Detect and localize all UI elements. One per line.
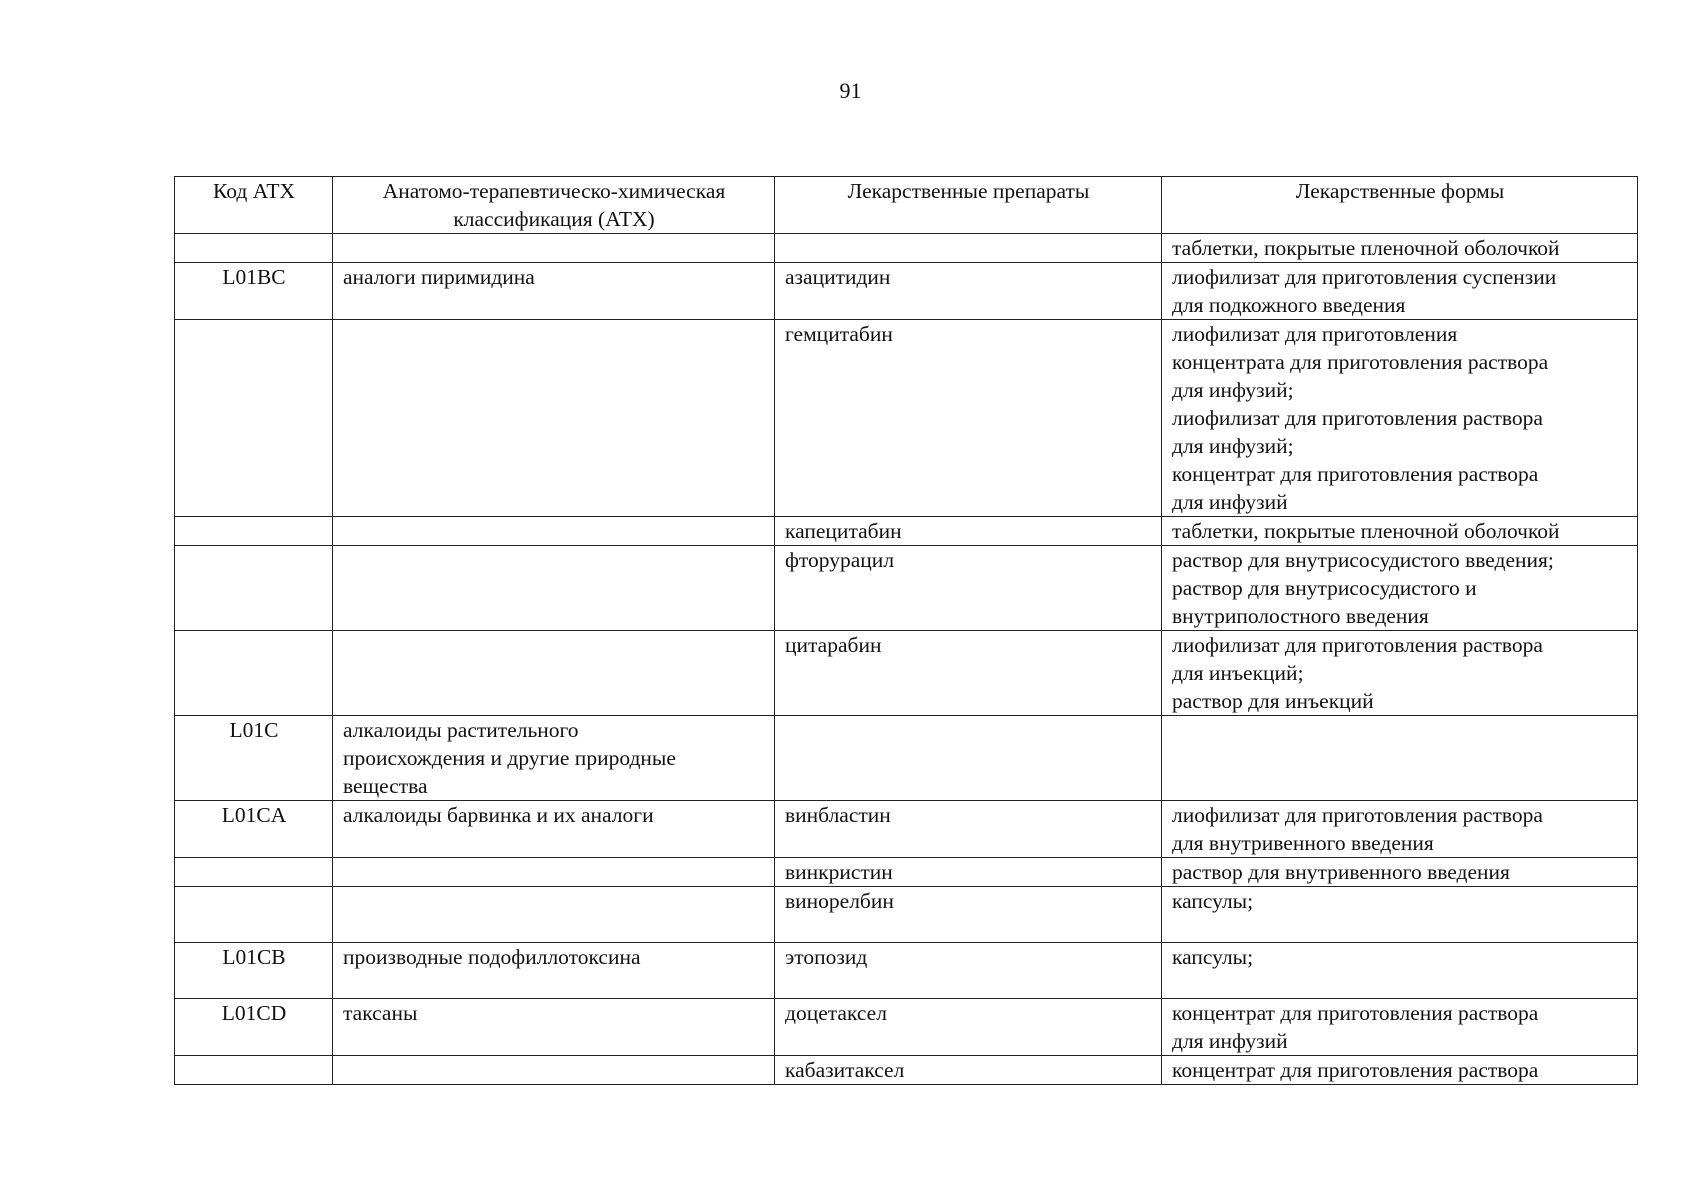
classification-cell (333, 887, 775, 943)
drug-cell: азацитидин (775, 263, 1162, 320)
classification-cell: аналоги пиримидина (333, 263, 775, 320)
drug-cell: фторурацил (775, 546, 1162, 631)
classification-cell (333, 546, 775, 631)
table-row (175, 1056, 1638, 1085)
drug-cell (775, 234, 1162, 263)
drug-cell: капецитабин (775, 517, 1162, 546)
dosage-form-cell: таблетки, покрытые пленочной оболочкой (1162, 517, 1638, 546)
dosage-form-cell: лиофилизат для приготовления раствора для внутривенного введения (1162, 801, 1638, 858)
table-row (175, 943, 1638, 999)
header-atx-code: Код АТХ (175, 177, 333, 234)
dosage-form-cell: таблетки, покрытые пленочной оболочкой (1162, 234, 1638, 263)
header-drugs: Лекарственные препараты (775, 177, 1162, 234)
atx-code-cell: L01CD (175, 999, 333, 1056)
dosage-form-cell: концентрат для приготовления раствора (1162, 1056, 1638, 1085)
table-body (175, 234, 1638, 1085)
dosage-form-cell: раствор для внутривенного введения (1162, 858, 1638, 887)
table-row (175, 517, 1638, 546)
table-row (175, 887, 1638, 943)
table-row (175, 320, 1638, 517)
classification-cell (333, 234, 775, 263)
classification-cell: таксаны (333, 999, 775, 1056)
dosage-form-cell (1162, 716, 1638, 801)
classification-cell (333, 631, 775, 716)
atx-code-cell (175, 320, 333, 517)
drug-cell: доцетаксел (775, 999, 1162, 1056)
atx-code-cell (175, 858, 333, 887)
classification-cell: производные подофиллотоксина (333, 943, 775, 999)
atx-code-cell (175, 887, 333, 943)
page-number: 91 (839, 78, 862, 103)
atx-code-cell (175, 517, 333, 546)
atx-code-cell: L01CA (175, 801, 333, 858)
dosage-form-cell: лиофилизат для приготовления раствора для инъекций; раствор для инъекций (1162, 631, 1638, 716)
dosage-form-cell: капсулы; (1162, 887, 1638, 943)
table-row (175, 546, 1638, 631)
drug-cell: гемцитабин (775, 320, 1162, 517)
classification-cell (333, 320, 775, 517)
atx-code-cell: L01BC (175, 263, 333, 320)
table-row (175, 801, 1638, 858)
classification-cell (333, 517, 775, 546)
table-row (175, 631, 1638, 716)
classification-cell (333, 858, 775, 887)
atx-code-cell: L01CB (175, 943, 333, 999)
dosage-form-cell: капсулы; (1162, 943, 1638, 999)
table-row (175, 263, 1638, 320)
drug-cell (775, 716, 1162, 801)
classification-cell (333, 1056, 775, 1085)
table-header-row (175, 177, 1638, 234)
dosage-form-cell: лиофилизат для приготовления концентрата для приготовления раствора для инфузий; лиофилизат для приготовления раствора для инфузий; концентрат для приготовления раствора для инфузий (1162, 320, 1638, 517)
drug-cell: этопозид (775, 943, 1162, 999)
atx-drug-table (174, 176, 1638, 1085)
drug-cell: винкристин (775, 858, 1162, 887)
table-row (175, 234, 1638, 263)
header-dosage-forms: Лекарственные формы (1162, 177, 1638, 234)
header-atx-classification: Анатомо-терапевтическо-химическая классификация (АТХ) (333, 177, 775, 234)
table-row (175, 999, 1638, 1056)
atx-code-cell (175, 234, 333, 263)
classification-cell: алкалоиды растительного происхождения и другие природные вещества (333, 716, 775, 801)
drug-cell: винорелбин (775, 887, 1162, 943)
atx-code-cell (175, 631, 333, 716)
table-row (175, 716, 1638, 801)
drug-cell: винбластин (775, 801, 1162, 858)
drug-cell: цитарабин (775, 631, 1162, 716)
dosage-form-cell: концентрат для приготовления раствора для инфузий (1162, 999, 1638, 1056)
atx-code-cell: L01C (175, 716, 333, 801)
drug-cell: кабазитаксел (775, 1056, 1162, 1085)
atx-code-cell (175, 1056, 333, 1085)
dosage-form-cell: лиофилизат для приготовления суспензии для подкожного введения (1162, 263, 1638, 320)
atx-code-cell (175, 546, 333, 631)
classification-cell: алкалоиды барвинка и их аналоги (333, 801, 775, 858)
table-row (175, 858, 1638, 887)
dosage-form-cell: раствор для внутрисосудистого введения; раствор для внутрисосудистого и внутриполостного введения (1162, 546, 1638, 631)
